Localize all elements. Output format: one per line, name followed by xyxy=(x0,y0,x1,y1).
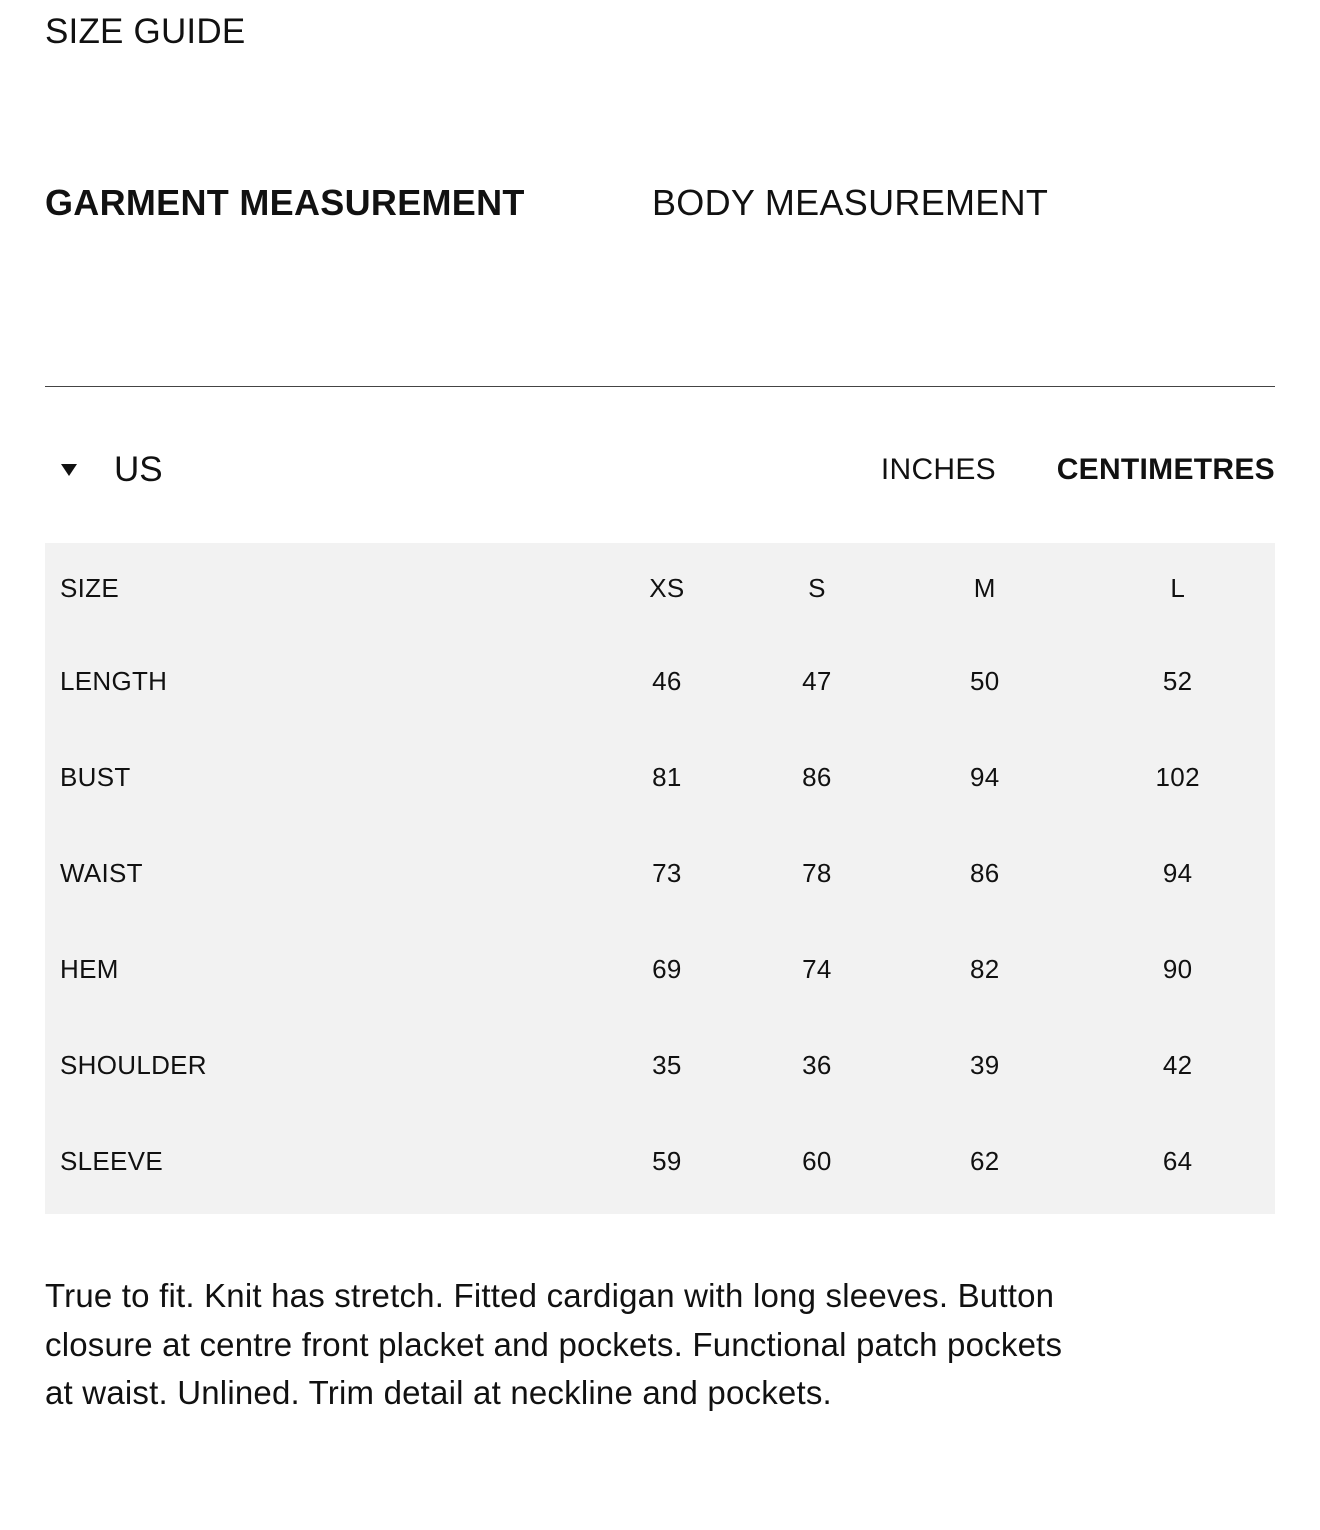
row-label: SLEEVE xyxy=(60,1146,163,1176)
region-selector[interactable] xyxy=(45,445,163,495)
table-cell: 69 xyxy=(652,954,682,984)
table-cell: 74 xyxy=(802,954,832,984)
table-cell: 78 xyxy=(802,858,832,888)
product-fit-description: True to fit. Knit has stretch. Fitted cardigan with long sleeves. Button closure at centre front placket and pockets. Functional patch pockets at waist. Unlined. Trim detail at neckline and pockets. xyxy=(45,1277,1063,1411)
unit-toggle-centimetres[interactable]: CENTIMETRES xyxy=(1056,453,1275,486)
table-row-waist xyxy=(45,825,1275,921)
table-cell: 73 xyxy=(652,858,682,888)
triangle-down-icon xyxy=(61,464,77,476)
table-cell: 46 xyxy=(652,666,682,696)
tab-garment-measurement[interactable]: GARMENT MEASUREMENT xyxy=(45,182,525,223)
region-label: US xyxy=(114,450,163,489)
measurement-tabs xyxy=(45,178,1275,228)
section-divider xyxy=(45,386,1275,387)
table-cell: 39 xyxy=(969,1050,1000,1080)
size-header-cell: L xyxy=(1170,573,1186,603)
table-row-sleeve xyxy=(45,1113,1275,1209)
table-cell: 50 xyxy=(969,666,1000,696)
table-row-bust xyxy=(45,729,1275,825)
table-cell: 35 xyxy=(652,1050,682,1080)
size-header-cell: S xyxy=(808,573,826,603)
table-cell: 94 xyxy=(969,762,1000,792)
row-label: HEM xyxy=(60,954,119,984)
page-title: SIZE GUIDE xyxy=(45,12,246,51)
table-cell: 47 xyxy=(802,666,832,696)
table-cell: 60 xyxy=(802,1146,832,1176)
table-cell: 52 xyxy=(1162,666,1193,696)
row-label: SHOULDER xyxy=(60,1050,207,1080)
table-cell: 64 xyxy=(1162,1146,1193,1176)
table-cell: 102 xyxy=(1155,762,1200,792)
row-label: SIZE xyxy=(60,573,119,603)
table-cell: 82 xyxy=(969,954,1000,984)
size-header-cell: XS xyxy=(649,573,685,603)
row-label: BUST xyxy=(60,762,131,792)
size-controls xyxy=(45,445,1275,495)
table-row-shoulder xyxy=(45,1017,1275,1113)
table-cell: 36 xyxy=(802,1050,832,1080)
size-header-cell: M xyxy=(973,573,996,603)
size-table xyxy=(45,543,1275,1209)
table-cell: 94 xyxy=(1162,858,1193,888)
table-cell: 59 xyxy=(652,1146,682,1176)
row-label: LENGTH xyxy=(60,666,168,696)
table-row-hem xyxy=(45,921,1275,1017)
table-row-length xyxy=(45,633,1275,729)
table-row-size xyxy=(45,543,1275,633)
table-cell: 90 xyxy=(1162,954,1193,984)
size-table-container xyxy=(45,543,1275,1214)
table-cell: 86 xyxy=(969,858,1000,888)
unit-toggle-inches[interactable]: INCHES xyxy=(880,453,996,486)
table-cell: 62 xyxy=(969,1146,1000,1176)
table-cell: 81 xyxy=(652,762,682,792)
table-cell: 86 xyxy=(802,762,832,792)
tab-body-measurement[interactable]: BODY MEASUREMENT xyxy=(652,182,1049,223)
row-label: WAIST xyxy=(60,858,143,888)
table-cell: 42 xyxy=(1162,1050,1193,1080)
